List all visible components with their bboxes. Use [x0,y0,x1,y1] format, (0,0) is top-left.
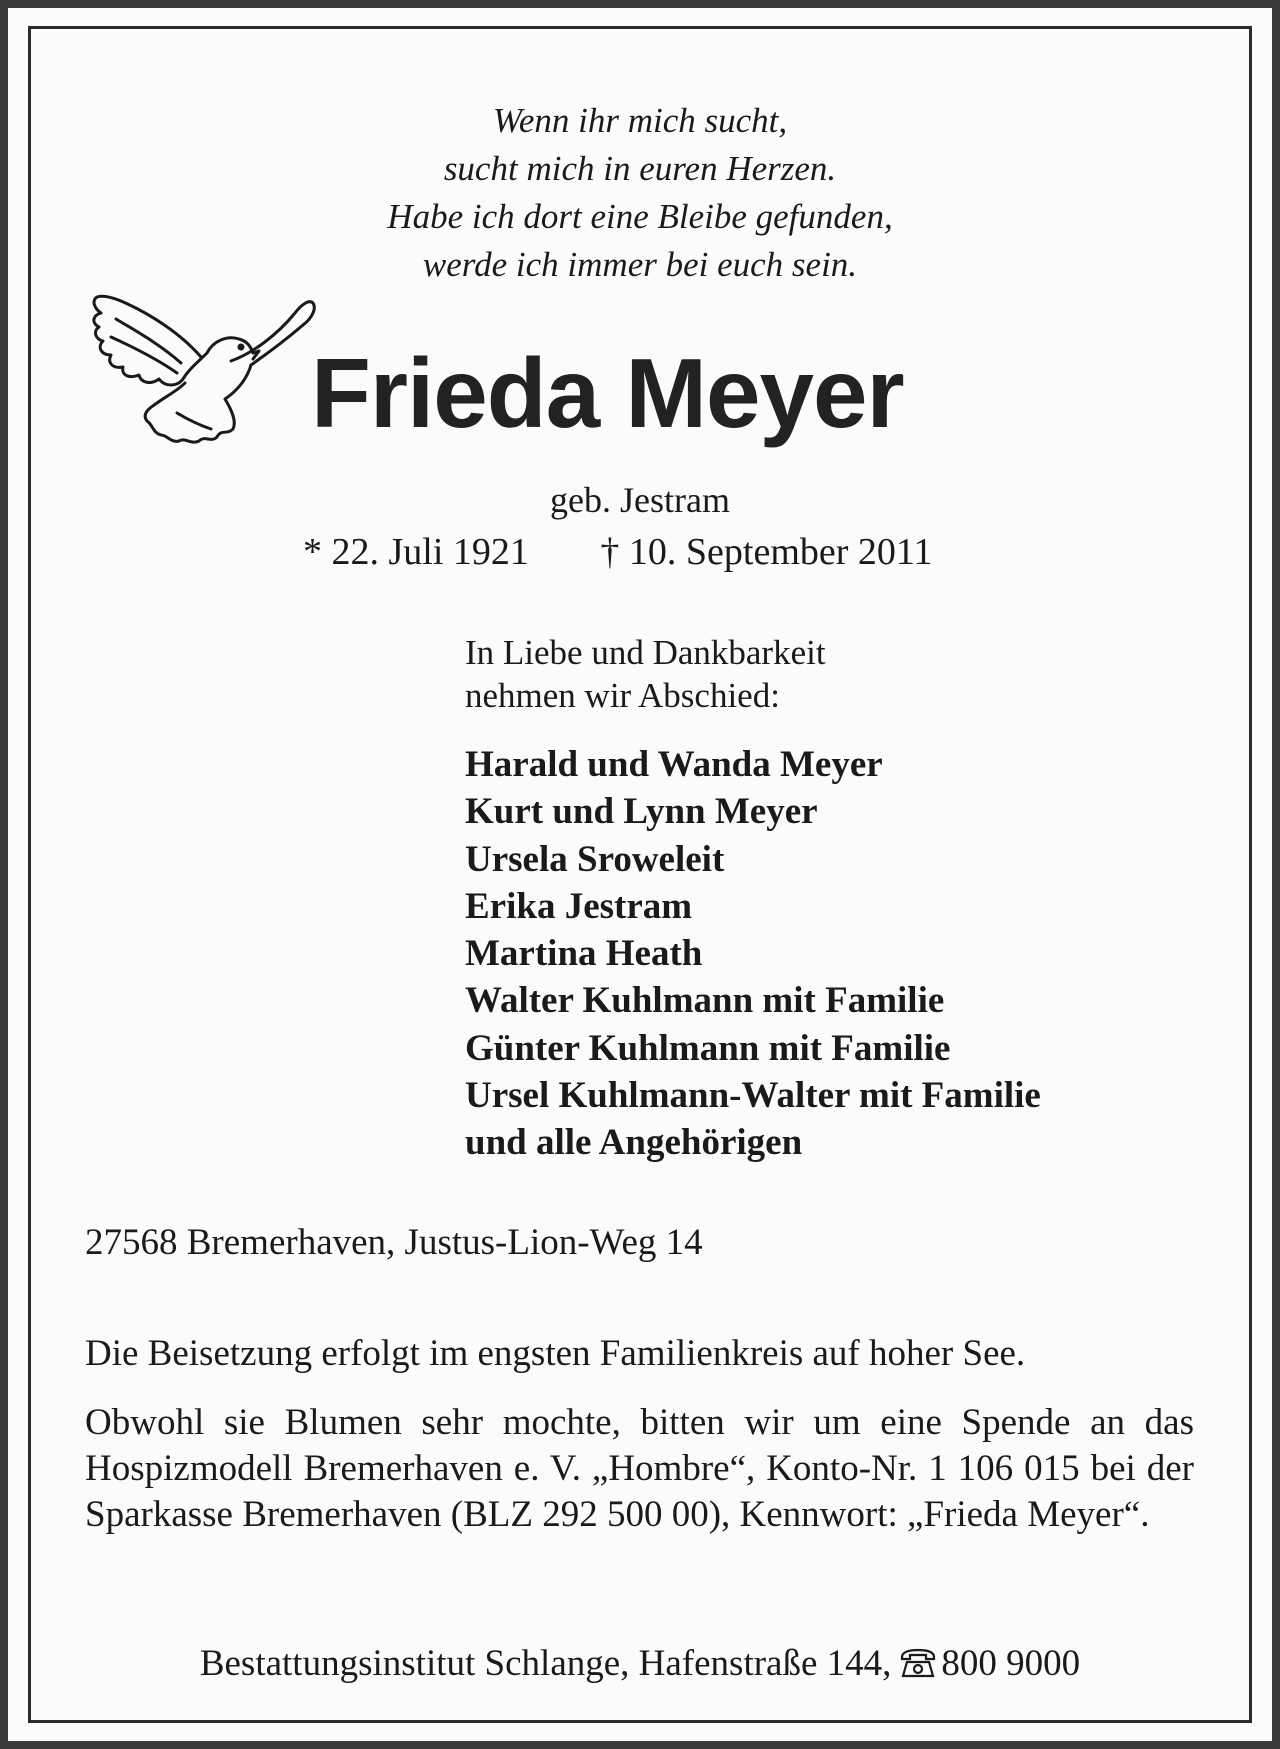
poem [31,97,1249,289]
mourner: Harald und Wanda Meyer [465,744,883,785]
mourner: Walter Kuhlmann mit Familie [465,980,945,1022]
deceased-name: Frieda Meyer [311,338,904,448]
mourner: Martina Heath [465,933,703,975]
mourners-list [465,741,1041,1167]
obituary-page [8,8,1272,1741]
poem-line: werde ich immer bei euch sein. [422,245,858,284]
donation-note: Obwohl sie Blumen sehr mochte, bitten wir um eine Spende an das Hospizmodell Bremerhaven e. V. „Hombre“, Konto-Nr. 1 106 015 bei der Sparkasse Bremerhaven (BLZ 292 500 00), Kennwort: „Frieda Meyer“. [85,1402,1194,1535]
mourner: Kurt und Lynn Meyer [465,791,818,833]
birth-date: * 22. Juli 1921 [303,531,529,573]
mourner: und alle Angehörigen [465,1122,803,1164]
poem-line: Wenn ihr mich sucht, [492,101,788,140]
intro-line: In Liebe und Dankbarkeit [465,633,826,672]
mourner: Erika Jestram [465,885,693,927]
dove-icon [81,279,319,479]
mourner: Ursel Kuhlmann-Walter mit Familie [465,1075,1041,1117]
mourner: Günter Kuhlmann mit Familie [465,1027,951,1069]
mourner: Ursela Sroweleit [465,838,725,880]
undertaker-phone: 800 9000 [941,1643,1081,1684]
undertaker-text: Bestattungsinstitut Schlange, Hafenstraße 144, [199,1643,892,1684]
undertaker-line [31,1641,1249,1687]
burial-note: Die Beisetzung erfolgt im engsten Familienkreis auf hoher See. [85,1333,1026,1374]
telephone-icon [899,1648,937,1678]
family-address: 27568 Bremerhaven, Justus-Lion-Weg 14 [85,1222,703,1263]
obituary-frame [28,26,1252,1723]
birth-name: geb. Jestram [550,480,730,520]
farewell-intro [465,631,826,717]
poem-line: sucht mich in euren Herzen. [443,149,837,188]
life-dates [303,529,933,575]
intro-line: nehmen wir Abschied: [465,676,780,715]
poem-line: Habe ich dort eine Bleibe gefunden, [387,197,893,236]
death-date: † 10. September 2011 [600,531,933,573]
